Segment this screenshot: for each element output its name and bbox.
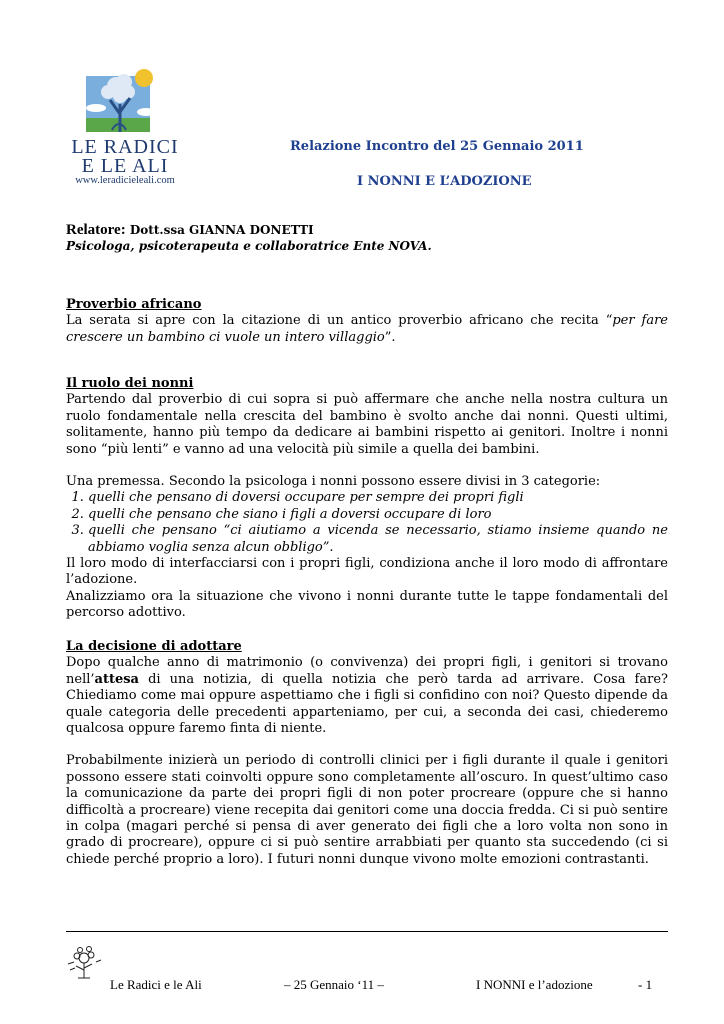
footer-divider	[66, 931, 668, 932]
document-subtitle: I NONNI E L’ADOZIONE	[357, 174, 532, 189]
paragraph: Una premessa. Secondo la psicologa i nonni possono essere divisi in 3 categorie:	[66, 474, 601, 490]
paragraph	[66, 313, 668, 346]
section-decisione	[66, 639, 668, 868]
section-heading: Proverbio africano	[66, 297, 202, 312]
list-item: 1. quelli che pensano di doversi occupare per sempre dei propri figli	[88, 490, 668, 506]
page-number: - 1	[638, 977, 653, 992]
paragraph: Partendo dal proverbio di cui sopra si può affermare che anche nella nostra cultura un ruolo fondamentale nella crescita del bambino è svolto anche dai nonni. Questi ultimi, solitamente, hanno più tempo da dedicare ai bambini rispetto ai genitori. Inoltre i nonni sono “più lenti” e vanno ad una velocità più simile a quella dei bambini.	[66, 392, 668, 457]
logo-title: LE RADICI E LE ALI	[71, 136, 179, 177]
paragraph: Il loro modo di interfacciarsi con i propri figli, condiziona anche il loro modo di affrontare l’adozione.	[66, 556, 668, 588]
tree-sketch-icon	[64, 944, 104, 984]
text-span: La serata si apre con la citazione di un antico proverbio africano che recita “	[66, 313, 613, 329]
list-item: 3. quelli che pensano “ci aiutiamo a vicenda se necessario, stiamo insieme quando ne abbiamo voglia senza alcun obbligo”.	[88, 523, 668, 556]
speaker-label: Relatore:	[66, 222, 126, 238]
document-title: Relazione Incontro del 25 Gennaio 2011	[290, 139, 584, 154]
footer-org: Le Radici e le Ali	[110, 977, 202, 992]
speaker-line	[66, 222, 314, 239]
paragraph: Analizziamo ora la situazione che vivono i nonni durante tutte le tappe fondamentali del percorso adottivo.	[66, 588, 668, 621]
section-heading: La decisione di adottare	[66, 639, 242, 654]
paragraph: Probabilmente inizierà un periodo di controlli clinici per i figli durante il quale i genitori possono essere stati coinvolti oppure sono completamente all’oscuro. In quest’ultimo caso la comunicazione da parte dei propri figli di non poter procreare (oppure che si hanno difficoltà a procreare) viene recepita dai genitori come una doccia fredda. Ci si può sentire in colpa (magari perché si pensa di aver generato dei figli che a loro volta non sono in grado di procreare), oppure ci si può sentire arrabbiati per quanto sta succedendo (ci si chiede perché proprio a loro). I futuri nonni dunque vivono molte emozioni contrastanti.	[66, 753, 668, 867]
bold-text: attesa	[94, 671, 139, 687]
section-heading: Il ruolo dei nonni	[66, 376, 194, 391]
section-proverbio	[66, 297, 668, 346]
text-span: ”.	[384, 329, 396, 345]
section-ruolo	[66, 376, 668, 622]
quote-text: per fare crescere un bambino ci vuole un intero villaggio	[66, 313, 668, 345]
paragraph	[66, 655, 668, 737]
speaker-name: Dott.ssa GIANNA DONETTI	[129, 223, 314, 237]
logo-url: www.leradicieleali.com	[75, 175, 175, 186]
text-span: di una notizia, di quella notizia che però tarda ad arrivare. Cosa fare? Chiediamo come mai oppure aspettiamo che i figli si confidino con noi? Questo dipende da quale categoria delle precedenti apparteniamo, per cui, a seconda dei casi, chiederemo qualcosa oppure faremo finta di niente.	[66, 671, 668, 737]
list-item: 2. quelli che pensano che siano i figli a doversi occupare di loro	[88, 507, 668, 523]
text-span: Dopo qualche anno di matrimonio (o convivenza) dei propri figli, i genitori si trovano nell’	[66, 655, 668, 687]
footer-date: – 25 Gennaio ‘11 –	[284, 977, 384, 992]
speaker-role: Psicologa, psicoterapeuta e collaboratrice Ente NOVA.	[66, 239, 432, 253]
footer-topic: I NONNI e l’adozione	[476, 977, 593, 992]
category-list	[66, 490, 668, 556]
